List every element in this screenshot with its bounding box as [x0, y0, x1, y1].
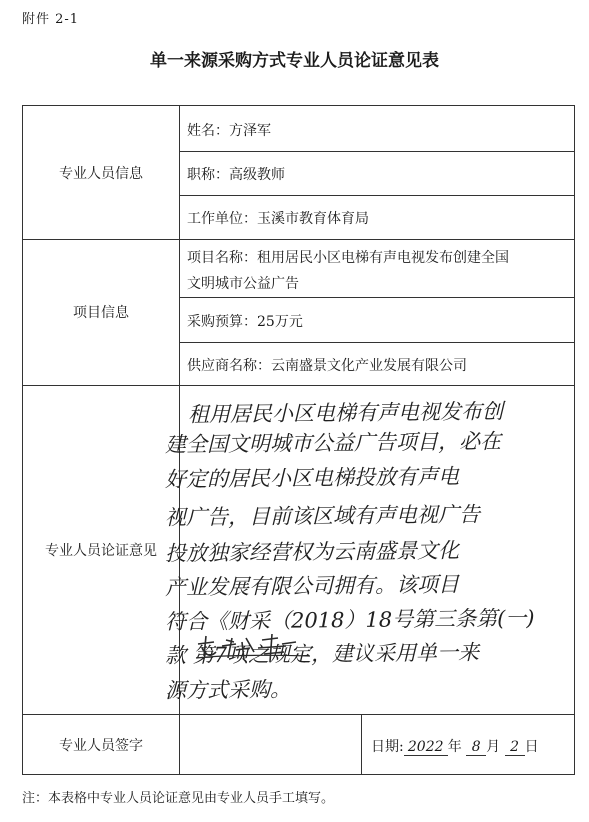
row-divider: [179, 195, 574, 196]
project-budget: 采购预算：25万元: [187, 314, 303, 330]
expert-title: 职称：高级教师: [187, 167, 285, 183]
date-divider: [361, 714, 362, 775]
opinion-line: 源方式采购。: [164, 677, 292, 703]
project-name-line2: 文明城市公益广告: [187, 276, 299, 292]
section-divider: [23, 239, 574, 240]
expert-employer: 工作单位：玉溪市教育体育局: [187, 211, 369, 227]
date-day: 2: [505, 739, 525, 756]
row-divider: [179, 151, 574, 152]
date-month-unit: 月: [486, 739, 501, 755]
date-field: [371, 736, 539, 756]
opinion-label: 专业人员论证意见: [45, 543, 157, 559]
footnote: 注：本表格中专业人员论证意见由专业人员手工填写。: [22, 791, 335, 806]
handwritten-signature: [192, 632, 322, 664]
date-year: 2022: [404, 739, 448, 756]
section-divider: [23, 385, 574, 386]
signature-label: 专业人员签字: [59, 738, 143, 754]
project-info-label: 项目信息: [73, 305, 129, 321]
opinion-line: 产业发展有限公司拥有。该项目: [164, 572, 460, 600]
row-divider: [179, 342, 574, 343]
opinion-line: 租用居民小区电梯有声电视发布创: [187, 399, 504, 427]
project-supplier: 供应商名称：云南盛景文化产业发展有限公司: [187, 358, 467, 374]
opinion-line: 符合《财采（2018）18号第三条第(一): [164, 606, 535, 634]
opinion-line: 投放独家经营权为云南盛景文化: [164, 538, 460, 566]
date-month: 8: [466, 739, 486, 756]
opinion-line: 建全国文明城市公益广告项目，必在: [164, 429, 502, 457]
form-title: 单一来源采购方式专业人员论证意见表: [150, 51, 439, 71]
section-divider: [23, 714, 574, 715]
attachment-label: 附件 2-1: [22, 12, 80, 27]
opinion-line: 好定的居民小区电梯投放有声电: [164, 464, 460, 492]
row-divider: [179, 297, 574, 298]
date-label: 日期:: [371, 739, 404, 755]
opinion-line: 款 第7项之规定，建议采用单一来: [164, 640, 480, 668]
expert-info-label: 专业人员信息: [59, 166, 143, 182]
project-name-line1: 项目名称：租用居民小区电梯有声电视发布创建全国: [187, 250, 509, 266]
expert-name: 姓名：方泽军: [187, 123, 271, 139]
opinion-line: 视广告，目前该区域有声电视广告: [164, 502, 481, 530]
date-day-unit: 日: [524, 739, 539, 755]
date-year-unit: 年: [447, 739, 462, 755]
